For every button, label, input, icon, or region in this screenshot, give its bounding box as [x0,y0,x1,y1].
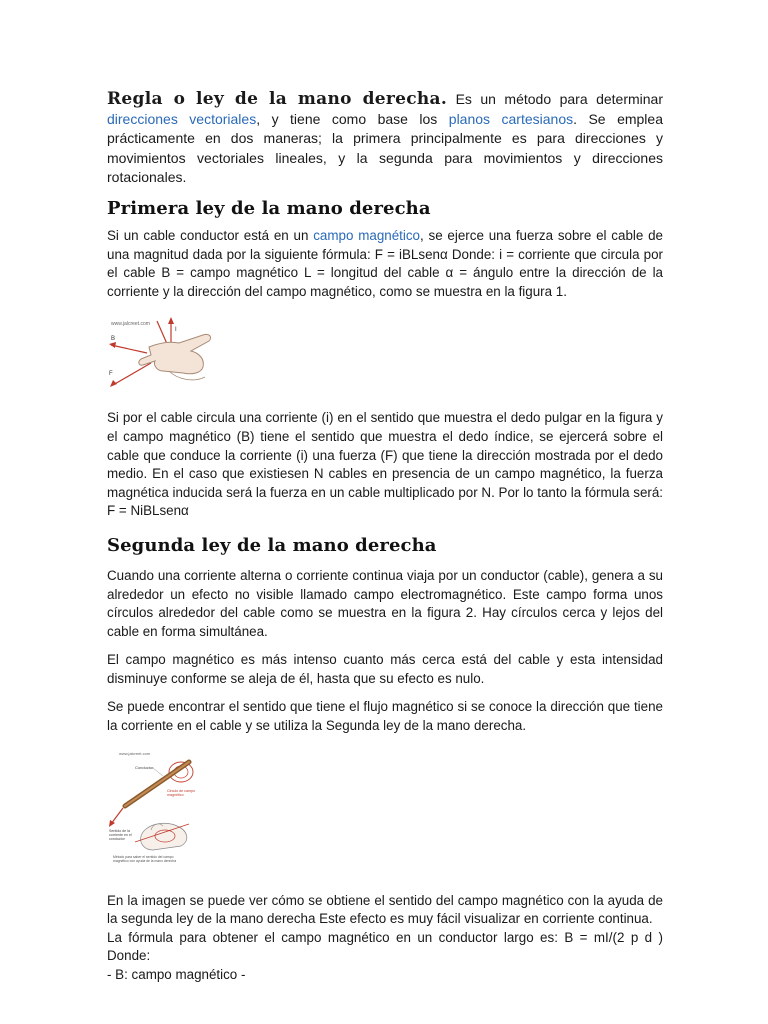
figure-2-label-circulo-2: magnético [167,792,184,797]
paragraph-4-line-1: En la imagen se puede ver cómo se obtiene el sentido del campo magnético con la ayuda de la segunda ley de la mano derecha Este efecto es muy fácil visualizar en corriente continua. [107,892,663,927]
page-title: Regla o ley de la mano derecha. [107,89,448,109]
figure-1-right-hand-rule [107,313,225,389]
section1-paragraph-1: Si un cable conductor está en un campo magnético, se ejerce una fuerza sobre el cable de una magnitud dada por la siguiente fórmula: F = iBLsenα Donde: i = corriente que circula por el cable B = campo magnético L = longitud del cable α = ángulo entre la dirección de la corriente y la dirección del campo magnético, como se muestra en la figura 1. [107,227,664,299]
figure-2-caption-2: magnético con ayuda de la mano derecha [113,858,177,863]
figure-2-label-sentido-3: conductor [109,836,125,841]
link-campo-magnetico[interactable]: campo magnético [313,227,420,243]
figure-2-label-sentido-1: Sentido de la [109,828,130,833]
figure-1-label-b: B [111,336,116,343]
document-page [107,90,663,985]
intro-paragraph: Regla o ley de la mano derecha. Es un método para determinar direcciones vectoriales, y tiene como base los planos cartesianos. Se emplea prácticamente en dos maneras; la primera principalmente es para direcciones y movimientos vectoriales lineales, y la segunda para movimientos y direcciones rotacionales. [107,89,663,186]
section2-paragraph-1: Cuando una corriente alterna o corriente continua viaja por un conductor (cable), genera a su alrededor un efecto no visible llamado campo electromagnético. Este campo forma unos círculos alrededor del cable como se muestra en la figura 2. Hay círculos cerca y lejos del cable en forma simultánea. [107,567,663,639]
figure-1-label-i: I [175,327,177,334]
figure-2-conductor-field [107,750,207,868]
paragraph-4-line-2: La fórmula para obtener el campo magnético en un conductor largo es: B = mI/(2 p d ) Donde: [107,929,663,964]
link-planos-cartesianos[interactable]: planos cartesianos [448,110,574,127]
section2-paragraph-3: Se puede encontrar el sentido que tiene el flujo magnético si se conoce la dirección que tiene la corriente en el cable y se utiliza la Segunda ley de la mano derecha. [107,699,663,734]
section1-paragraph-2: Si por el cable circula una corriente (i) en el sentido que muestra el dedo pulgar en la figura y el campo magnético (B) tiene el sentido que muestra el dedo índice, se ejercerá sobre el cable que conduce la corriente (i) una fuerza (F) que tiene la dirección mostrada por el dedo medio. En el caso que existiesen N cables en presencia de un campo magnético, la fuerza magnética inducida será la fuerza en un cable multiplicado por N. Por lo tanto la fórmula será: F = NiBLsenα [107,410,664,519]
heading-segunda-ley: Segunda ley de la mano derecha [107,534,437,556]
section2-paragraph-2: El campo magnético es más intenso cuanto más cerca está del cable y esta intensidad disminuye conforme se aleja de él, hasta que su efecto es nulo. [107,652,663,686]
figure-2-caption-1: Método para saber el sentido del campo [113,854,174,859]
figure-2-label-conductor: Conductor [135,764,154,770]
link-direcciones-vectoriales[interactable]: direcciones vectoriales [107,110,257,127]
section2-paragraph-4 [107,892,663,985]
heading-primera-ley: Primera ley de la mano derecha [107,197,431,219]
figure-2-label-sentido-2: corriente en el [109,832,132,837]
figure-2-label-circulo-1: Circulo de campo [167,788,195,793]
paragraph-4-line-3: - B: campo magnético - [107,967,246,983]
figure-2-watermark: www.jalcreet.com [119,750,151,756]
figure-1-watermark: www.jalcreet.com [111,321,150,328]
figure-1-label-f: F [109,371,113,378]
